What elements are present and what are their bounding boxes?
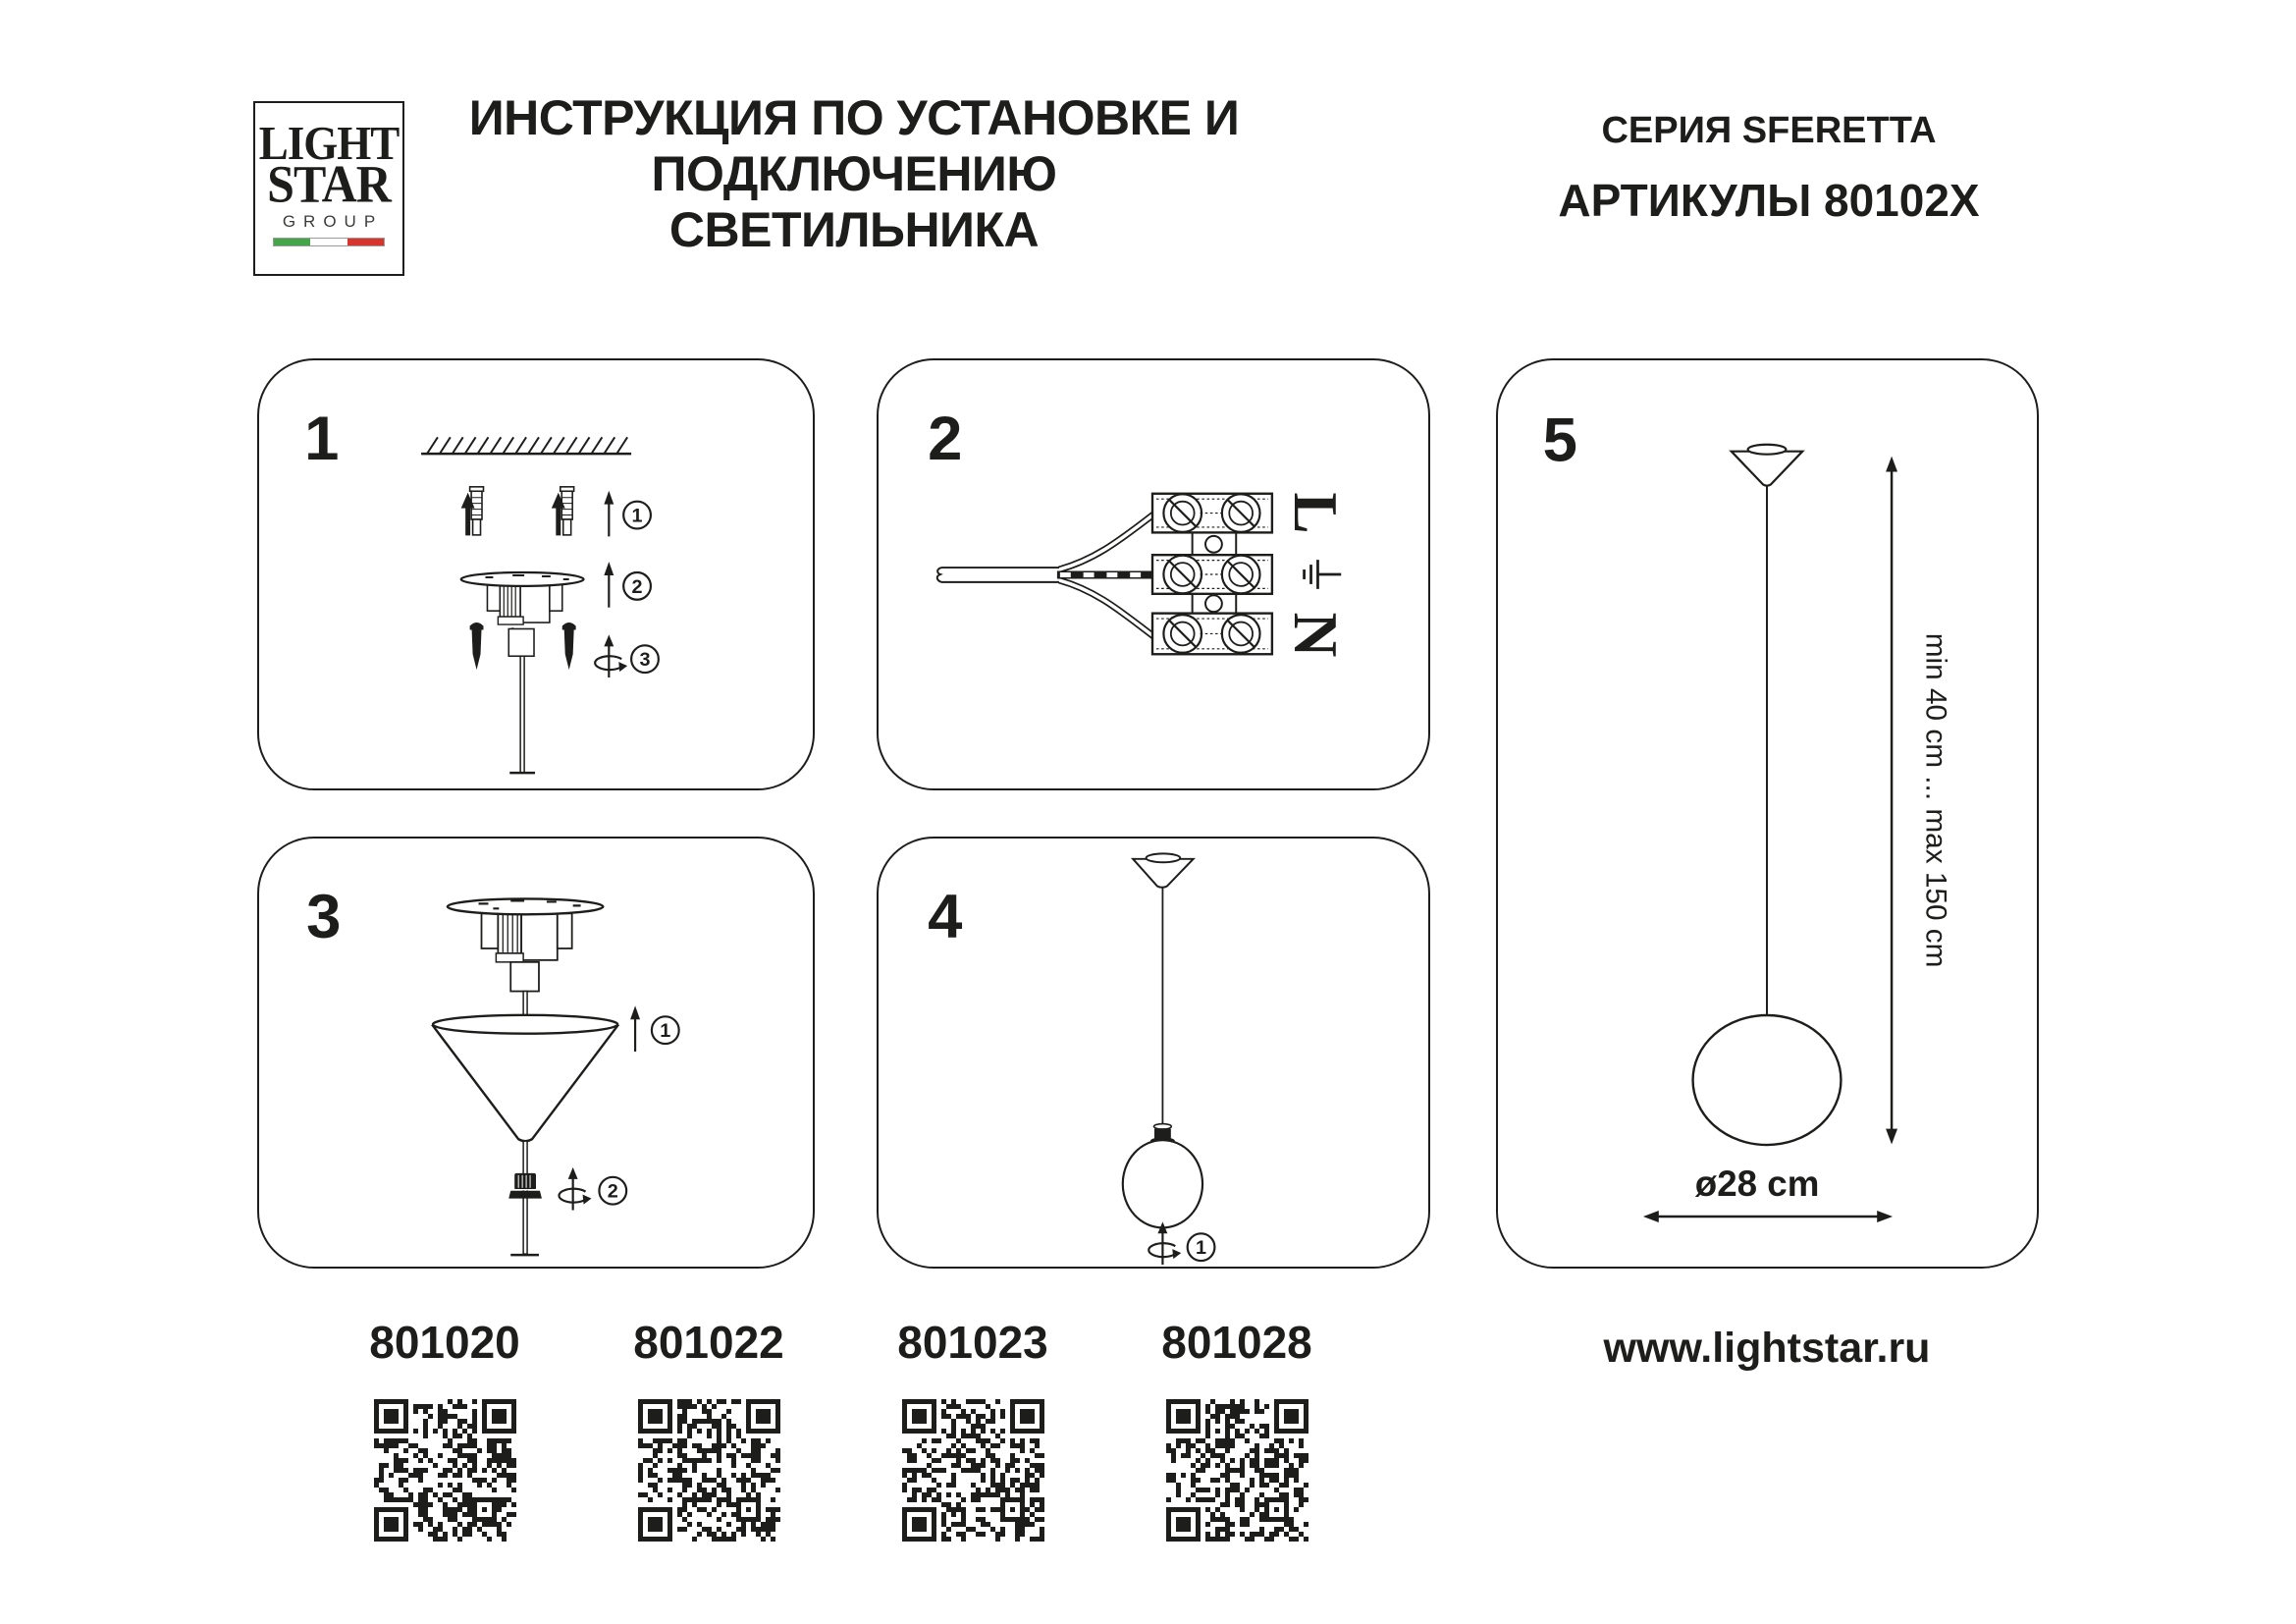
series-label: СЕРИЯ SFERETTA — [1601, 110, 1937, 151]
globe-shade-icon — [1693, 1015, 1842, 1145]
series-header — [1523, 110, 2014, 227]
diameter-label: ø28 cm — [1694, 1164, 1820, 1205]
earth-symbol-icon — [1305, 560, 1342, 589]
flag-white-stripe — [310, 239, 347, 245]
panel-step-2 — [877, 358, 1430, 790]
rotate-arrow-icon — [559, 1167, 591, 1211]
panel-step-3 — [257, 837, 815, 1269]
panel-number: 2 — [928, 405, 963, 474]
article-number: 801020 — [369, 1317, 520, 1368]
mounting-plate-icon — [448, 898, 604, 1025]
panel-number: 5 — [1542, 405, 1577, 475]
svg-text:1: 1 — [660, 1020, 671, 1043]
logo-group-text: GROUP — [282, 211, 384, 231]
step-2-badge — [623, 572, 651, 600]
up-arrow-icon — [604, 562, 614, 608]
flag-red-stripe — [347, 239, 384, 245]
step-2-badge — [599, 1177, 626, 1205]
step-3-diagram — [259, 839, 813, 1267]
italian-flag-icon — [273, 238, 385, 246]
neutral-wire-label: N — [1280, 612, 1351, 658]
step-4-diagram — [879, 839, 1428, 1267]
live-wire-label: L — [1280, 492, 1351, 534]
cone-shade-icon — [433, 1015, 617, 1141]
article-column — [884, 1316, 1061, 1369]
dimensions-diagram — [1498, 360, 2037, 1267]
qr-code — [374, 1399, 516, 1542]
flag-green-stripe — [274, 239, 310, 245]
article-number: 801023 — [897, 1317, 1048, 1368]
terminal-block-icon — [1152, 494, 1272, 533]
step-1-badge — [623, 502, 651, 529]
page-title — [461, 90, 1247, 258]
title-line-1: ИНСТРУКЦИЯ ПО УСТАНОВКЕ И — [468, 90, 1240, 145]
canopy-cone-icon — [1133, 853, 1193, 887]
globe-shade-icon — [1123, 1140, 1202, 1227]
article-column — [356, 1316, 533, 1369]
panel-step-1 — [257, 358, 815, 790]
diameter-dimension-arrow-icon — [1643, 1211, 1893, 1222]
svg-text:3: 3 — [639, 649, 651, 672]
screw-icon — [470, 623, 484, 670]
rotate-arrow-icon — [595, 634, 627, 677]
qr-code — [1166, 1399, 1308, 1542]
up-arrow-icon — [630, 1005, 640, 1052]
panel-number: 1 — [304, 405, 340, 474]
svg-text:1: 1 — [1196, 1237, 1207, 1260]
step-3-badge — [631, 645, 659, 673]
title-line-2: ПОДКЛЮЧЕНИЮ СВЕТИЛЬНИКА — [651, 146, 1057, 257]
website-label: www.lightstar.ru — [1603, 1325, 1931, 1372]
terminal-block-icon — [1152, 555, 1272, 594]
qr-code — [902, 1399, 1044, 1542]
panel-step-4 — [877, 837, 1430, 1269]
article-column — [620, 1316, 797, 1369]
svg-text:1: 1 — [631, 505, 643, 527]
height-range-label: min 40 cm ... max 150 cm — [1919, 632, 1952, 968]
panel-dimensions — [1496, 358, 2039, 1269]
wall-plug-icon — [552, 487, 574, 536]
lightstar-logo — [253, 101, 404, 276]
cable-icon — [937, 514, 1157, 638]
qr-code — [638, 1399, 780, 1542]
panel-number: 3 — [306, 883, 342, 952]
step-1-badge — [652, 1016, 679, 1044]
logo-star-text: STAR — [267, 153, 391, 213]
step-1-diagram — [259, 360, 813, 788]
ceiling-hatch-icon — [421, 437, 631, 454]
terminal-block-icon — [1152, 614, 1272, 655]
panel-number: 4 — [928, 883, 963, 952]
article-number: 801028 — [1161, 1317, 1312, 1368]
article-column — [1148, 1316, 1325, 1369]
screw-icon — [562, 623, 576, 670]
logo-light-text: LIGHT — [258, 116, 400, 170]
rotate-arrow-icon — [1148, 1221, 1181, 1265]
height-dimension-arrow-icon — [1886, 457, 1897, 1145]
svg-text:2: 2 — [631, 575, 643, 598]
articles-label: АРТИКУЛЫ 80102X — [1558, 175, 1980, 226]
up-arrow-icon — [604, 491, 614, 537]
step-2-wiring-diagram — [879, 360, 1428, 788]
article-number: 801022 — [633, 1317, 784, 1368]
mounting-plate-icon — [461, 572, 584, 773]
lock-nut-icon — [508, 1173, 542, 1199]
step-1-badge — [1188, 1233, 1215, 1261]
canopy-cone-icon — [1732, 445, 1802, 486]
svg-text:2: 2 — [607, 1180, 618, 1203]
wall-plug-icon — [461, 487, 484, 536]
